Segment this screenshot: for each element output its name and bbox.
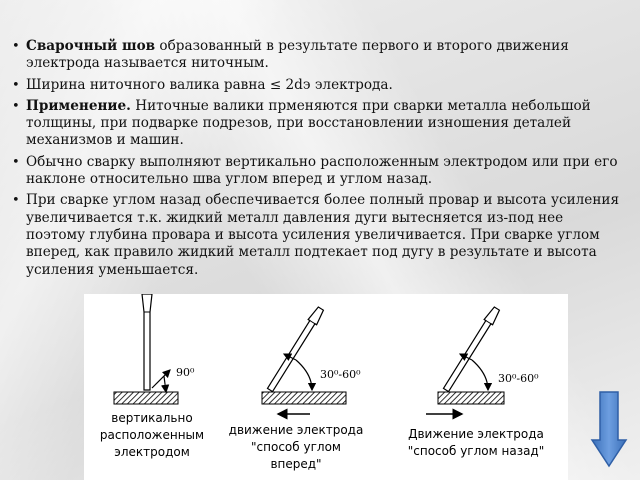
panel-backward — [408, 306, 545, 458]
welding-diagram — [84, 294, 568, 480]
angle-label: 90⁰ — [176, 366, 195, 379]
bullet-item — [12, 77, 624, 94]
next-slide-button[interactable] — [590, 390, 628, 468]
bullet-list — [12, 38, 624, 279]
caption-line: расположенным — [99, 428, 205, 442]
electrode — [142, 294, 152, 390]
bullet-item — [12, 98, 624, 150]
caption-line: "способ углом назад" — [407, 444, 545, 458]
bullet-text: образованный в результате первого и второго движения электрода называется ниточным. — [26, 38, 569, 72]
caption-line: электродом — [114, 445, 190, 459]
electrode — [266, 306, 325, 393]
angle-label: 30⁰-60⁰ — [320, 368, 361, 381]
bullet-text: При сварке углом назад обеспечивается более полный провар и высота усиления увеличивается т.к. жидкий металл давления дуги вытесняется из-под нее поэтому глубина провара и высота усиления увеличивается. При сварке углом вперед, как правило жидкий металл подтекает под дугу в результате и высота усиления уменьшается. — [26, 192, 620, 278]
welding-diagram-svg — [84, 294, 568, 480]
workpiece — [114, 392, 178, 404]
electrode — [442, 306, 501, 393]
panel-forward — [229, 306, 364, 471]
arrow-down-icon — [590, 390, 628, 468]
bullet-item — [12, 192, 624, 278]
bullet-text: Ниточные валики прменяются при сварки металла небольшой толщины, при подварке подрезов, при восстановлении изношения деталей механизмов и машин. — [26, 97, 591, 149]
caption-line: вперед" — [270, 457, 322, 471]
caption-line: вертикально — [111, 411, 193, 425]
caption-line: движение электрода — [228, 423, 364, 437]
bullet-text: Обычно сварку выполняют вертикально расположенным электродом или при его наклоне относительно шва углом вперед и углом назад. — [26, 153, 618, 188]
panel-vertical — [100, 294, 204, 459]
workpiece — [438, 392, 504, 404]
workpiece — [262, 392, 346, 404]
angle-label: 30⁰-60⁰ — [498, 372, 539, 385]
bullet-item — [12, 154, 624, 189]
slide-text — [12, 38, 624, 283]
caption-line: "способ углом — [251, 440, 341, 454]
bullet-text: Ширина ниточного валика равна ≤ 2dэ электрода. — [26, 76, 393, 93]
caption-line: Движение электрода — [408, 427, 544, 441]
bullet-item — [12, 38, 624, 73]
bullet-bold: Сварочный шов — [26, 38, 156, 54]
bullet-bold: Применение. — [26, 97, 131, 114]
